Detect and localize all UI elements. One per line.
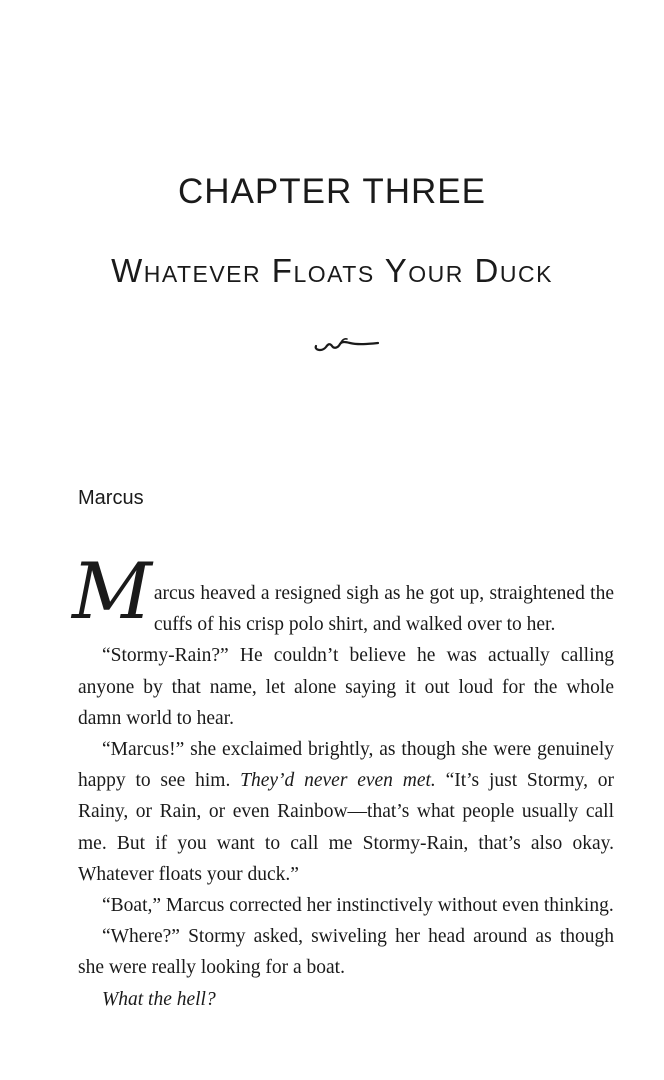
paragraph-6 [78, 984, 614, 1015]
drop-cap: M [72, 547, 152, 637]
paragraph-6-italic: What the hell? [102, 988, 216, 1010]
flourish-ornament-icon [310, 332, 380, 356]
pov-heading: Marcus [78, 487, 144, 509]
paragraph-3-text-after: “It’s just Stormy, or Rainy, or Rain, or even Rainbow—that’s what people usually call me. But if you want to call me Stormy-Rain, that’s also okay. Whatever floats your duck.” [78, 770, 614, 885]
chapter-title: Whatever Floats Your Duck [111, 252, 553, 289]
paragraph-1 [72, 547, 614, 640]
paragraph-4: “Boat,” Marcus corrected her instinctively without even thinking. [102, 895, 614, 917]
paragraph-3-italic: They’d never even met. [240, 770, 436, 792]
chapter-number: CHAPTER THREE [178, 172, 486, 211]
body-text [72, 547, 614, 1015]
paragraph-3-text-before: “Marcus!” she exclaimed brightly, as though she were genuinely happy to see him. [78, 739, 614, 792]
paragraph-5: “Where?” Stormy asked, swiveling her head around as though she were really looking for a boat. [78, 926, 614, 979]
paragraph-2: “Stormy-Rain?” He couldn’t believe he was actually calling anyone by that name, let alone saying it out loud for the whole damn world to hear. [78, 645, 614, 729]
paragraph-3 [78, 734, 614, 890]
paragraph-1-text: arcus heaved a resigned sigh as he got up, straightened the cuffs of his crisp polo shirt, and walked over to her. [153, 583, 614, 636]
